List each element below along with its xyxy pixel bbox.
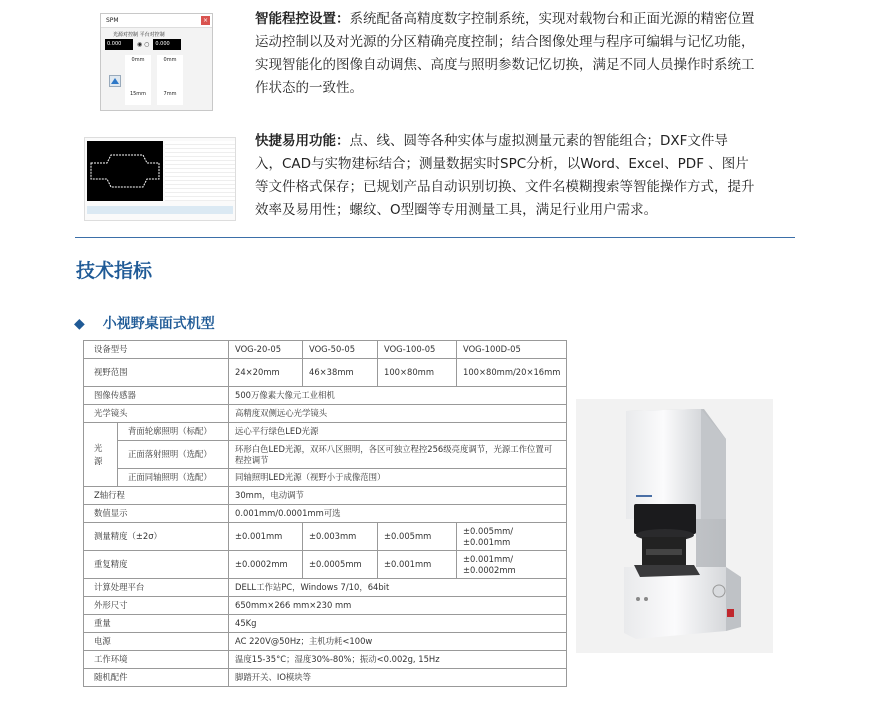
spec-label: 工作环境 <box>84 651 229 669</box>
spec-label: 测量精度（±2σ） <box>84 523 229 551</box>
section-divider <box>75 237 795 238</box>
section-title: 技术指标 <box>76 260 153 282</box>
spec-value: ±0.005mm <box>378 523 457 551</box>
feature1-line: 系统配备高精度数字控制系统，实现对载物台和正面光源的精密位置 <box>349 11 755 27</box>
machine-product-image <box>576 399 773 653</box>
spec-value: 100×80mm <box>378 359 457 387</box>
spm-titlebar <box>101 14 212 28</box>
light-group-label: 光源 <box>84 423 118 487</box>
spec-table <box>83 340 567 687</box>
spec-value: 100×80mm/20×16mm <box>457 359 567 387</box>
close-icon: × <box>202 17 209 24</box>
spec-value: AC 220V@50Hz；主机功耗<100w <box>229 633 567 651</box>
table-row <box>84 359 567 387</box>
spec-label: 背面轮廓照明（标配） <box>118 423 229 441</box>
spm-dialog-image <box>100 13 213 111</box>
feature-intelligent-control <box>255 8 795 100</box>
table-row <box>84 523 567 551</box>
table-row <box>84 441 567 469</box>
feature1-title: 智能程控设置： <box>255 11 350 27</box>
up-arrow-icon <box>109 75 121 87</box>
feature1-line: 实现智能化的图像自动调焦、高度与照明参数记忆切换，满足不同人员操作时系统工 <box>255 57 755 73</box>
spm-value-left: 0.000 <box>105 39 133 50</box>
model-cell: VOG-20-05 <box>229 341 303 359</box>
spm-col2-bottom: 7mm <box>163 91 177 97</box>
spm-col-2 <box>157 55 183 105</box>
spec-label: 光学镜头 <box>84 405 229 423</box>
table-row <box>84 505 567 523</box>
spec-value: 500万像素大像元工业相机 <box>229 387 567 405</box>
spec-value: 30mm，电动调节 <box>229 487 567 505</box>
spec-label: 计算处理平台 <box>84 579 229 597</box>
spec-label: 电源 <box>84 633 229 651</box>
spm-lower <box>101 55 212 105</box>
table-row <box>84 487 567 505</box>
spec-label: 随机配件 <box>84 669 229 687</box>
spec-value: ±0.001mm/±0.0002mm <box>457 551 567 579</box>
feature-ease-of-use <box>255 130 795 222</box>
table-row <box>84 615 567 633</box>
spm-col1-top: 0mm <box>131 57 145 63</box>
feature2-line: 等文件格式保存；已规划产品自动识别切换、文件名模糊搜索等智能操作方式，提升 <box>255 179 755 195</box>
spec-value: 高精度双侧远心光学镜头 <box>229 405 567 423</box>
feature1-line: 作状态的一致性。 <box>255 80 363 96</box>
spm-labels <box>101 28 212 38</box>
table-row <box>84 551 567 579</box>
feature2-title: 快捷易用功能： <box>255 133 350 149</box>
subsection-heading <box>74 313 215 333</box>
spec-label: 正面落射照明（选配） <box>118 441 229 469</box>
subsection-title: 小视野桌面式机型 <box>102 316 215 332</box>
status-bar <box>87 206 233 214</box>
data-grid <box>165 141 235 201</box>
spec-label: 重量 <box>84 615 229 633</box>
spm-radio: ◉ ○ <box>137 41 150 48</box>
spm-value-right: 0.000 <box>153 39 181 50</box>
spm-col2-top: 0mm <box>163 57 177 63</box>
spm-value-row <box>101 38 212 51</box>
feature2-line: 效率及易用性；螺纹、O型圈等专用测量工具，满足行业用户需求。 <box>255 202 658 218</box>
table-row <box>84 469 567 487</box>
model-cell: VOG-100D-05 <box>457 341 567 359</box>
spec-label: 正面同轴照明（选配） <box>118 469 229 487</box>
spec-value: DELL工作站PC，Windows 7/10，64bit <box>229 579 567 597</box>
spec-value: ±0.001mm <box>378 551 457 579</box>
table-row <box>84 387 567 405</box>
spec-label: 重复精度 <box>84 551 229 579</box>
feature1-line: 运动控制以及对光源的分区精确亮度控制；结合图像处理与程序可编辑与记忆功能， <box>255 34 755 50</box>
diamond-bullet-icon: ◆ <box>74 316 85 332</box>
measurement-view <box>87 141 163 201</box>
table-row <box>84 341 567 359</box>
spm-col1-bottom: 15mm <box>129 91 147 97</box>
spm-title: SPM <box>106 17 119 24</box>
spec-label: 数值显示 <box>84 505 229 523</box>
spec-value: 46×38mm <box>303 359 378 387</box>
table-row <box>84 669 567 687</box>
spec-value: 0.001mm/0.0001mm可选 <box>229 505 567 523</box>
model-cell: VOG-100-05 <box>378 341 457 359</box>
spec-value: 650mm×266 mm×230 mm <box>229 597 567 615</box>
spec-value: 环形白色LED光源，双环八区照明，各区可独立程控256级亮度调节，光源工作位置可程控调节 <box>229 441 567 469</box>
spec-value: 远心平行绿色LED光源 <box>229 423 567 441</box>
table-row <box>84 423 567 441</box>
table-row <box>84 597 567 615</box>
spec-value: 24×20mm <box>229 359 303 387</box>
spec-value: 温度15-35°C；湿度30%-80%；振动<0.002g, 15Hz <box>229 651 567 669</box>
spm-col-1 <box>125 55 151 105</box>
spec-value: 同轴照明LED光源（视野小于成像范围） <box>229 469 567 487</box>
spec-label: 图像传感器 <box>84 387 229 405</box>
spec-value: ±0.005mm/±0.001mm <box>457 523 567 551</box>
spec-value: ±0.0005mm <box>303 551 378 579</box>
spec-label: 外形尺寸 <box>84 597 229 615</box>
table-row <box>84 579 567 597</box>
table-row <box>84 405 567 423</box>
spec-value: ±0.0002mm <box>229 551 303 579</box>
spec-value: 45Kg <box>229 615 567 633</box>
spec-label: 设备型号 <box>84 341 229 359</box>
feature2-line: 点、线、圆等各种实体与虚拟测量元素的智能组合；DXF文件导 <box>349 133 728 149</box>
spec-label: 视野范围 <box>84 359 229 387</box>
spec-value: ±0.003mm <box>303 523 378 551</box>
spm-label-stage: 平台对控制 <box>139 32 165 38</box>
spm-label-light: 光源对控制 <box>113 32 139 38</box>
feature2-line: 入，CAD与实物建标结合；测量数据实时SPC分析，以Word、Excel、PDF 、图片 <box>255 156 749 172</box>
software-screenshot-image <box>84 137 236 221</box>
model-cell: VOG-50-05 <box>303 341 378 359</box>
table-row <box>84 651 567 669</box>
table-row <box>84 633 567 651</box>
spec-value: ±0.001mm <box>229 523 303 551</box>
spec-label: Z轴行程 <box>84 487 229 505</box>
spec-value: 脚踏开关、IO模块等 <box>229 669 567 687</box>
